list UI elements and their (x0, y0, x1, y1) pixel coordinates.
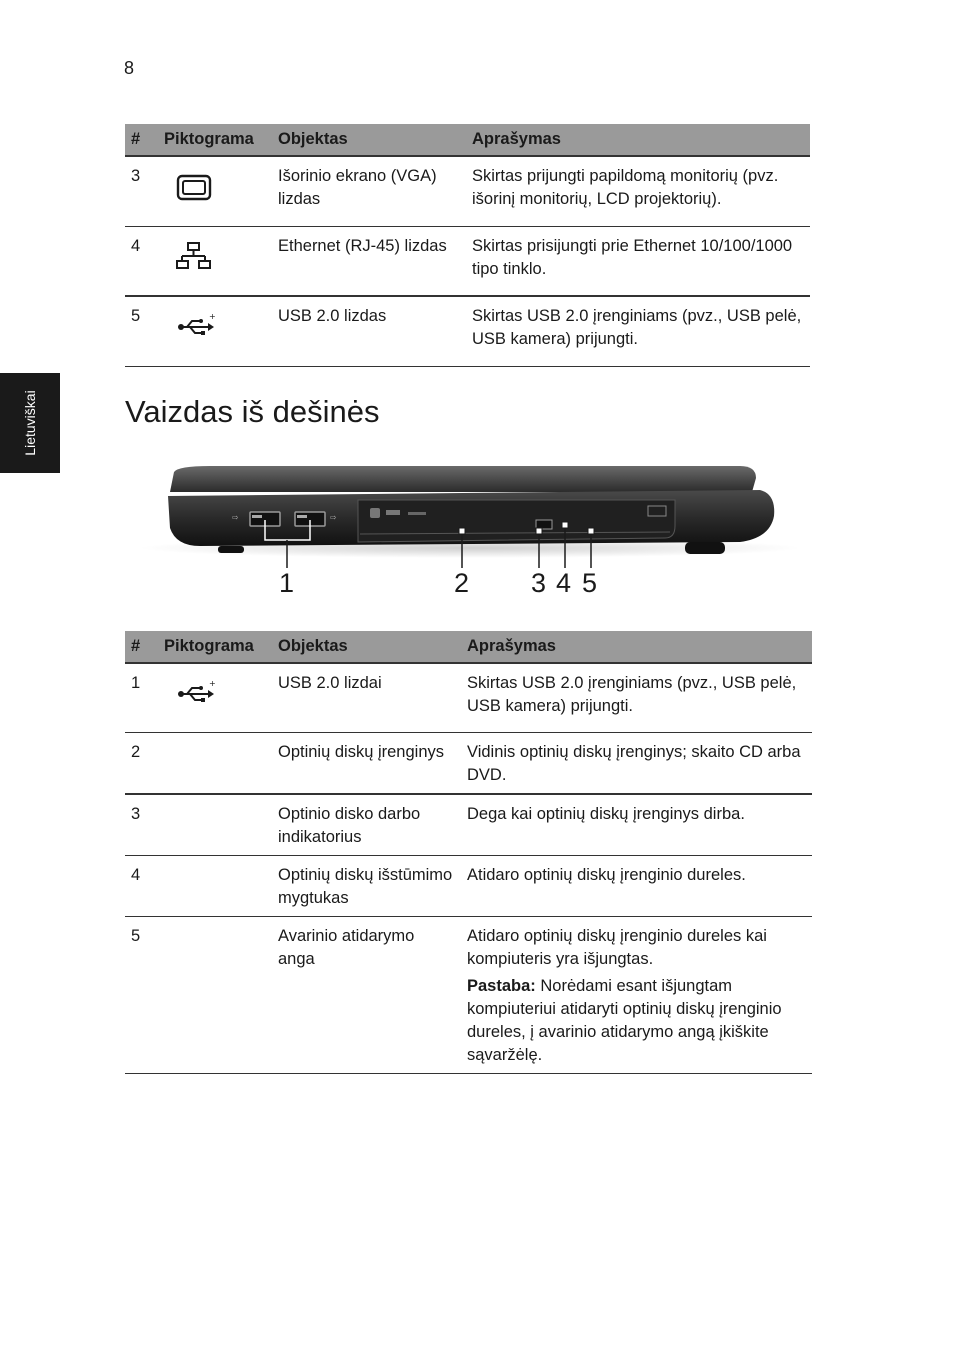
header-object: Objektas (272, 124, 466, 156)
row-description: Vidinis optinių diskų įrenginys; skaito CD arba DVD. (461, 732, 812, 794)
row-description: Skirtas USB 2.0 įrenginiams (pvz., USB pelė, USB kamera) prijungti. (466, 296, 810, 366)
header-object: Objektas (272, 631, 461, 663)
row-description: Atidaro optinių diskų įrenginio dureles kai kompiuteris yra išjungtas. (467, 926, 767, 968)
usb-icon (164, 309, 224, 339)
note-label: Pastaba: (467, 976, 536, 995)
note (467, 975, 806, 1067)
svg-text:⇨: ⇨ (232, 513, 239, 522)
ports-table-right (125, 631, 812, 1074)
svg-text:+: + (209, 312, 216, 321)
header-description: Aprašymas (466, 124, 810, 156)
callout-2: 2 (454, 568, 470, 598)
table-row (125, 732, 812, 794)
note-text: Norėdami esant išjungtam kompiuteriui atidaryti optinių diskų įrenginio dureles, į avarinio atidarymo angą įkiškite sąvaržėlę. (467, 976, 782, 1064)
row-number: 2 (125, 732, 158, 794)
table-row (125, 663, 812, 732)
row-object: Ethernet (RJ-45) lizdas (272, 226, 466, 296)
row-number: 5 (125, 296, 158, 366)
table-row (125, 226, 810, 296)
table-row (125, 296, 810, 366)
row-object: Avarinio atidarymo anga (272, 916, 461, 1073)
row-object: Optinių diskų išstūmimo mygtukas (272, 855, 461, 916)
table-header-row (125, 631, 812, 663)
header-icon: Piktograma (158, 631, 272, 663)
section-title: Vaizdas iš dešinės (125, 394, 380, 429)
row-object: Išorinio ekrano (VGA) lizdas (272, 156, 466, 226)
row-object: USB 2.0 lizdas (272, 296, 466, 366)
svg-text:+: + (209, 679, 216, 688)
table-row (125, 794, 812, 856)
header-icon: Piktograma (158, 124, 272, 156)
row-number: 5 (125, 916, 158, 1073)
header-number: # (125, 631, 158, 663)
laptop-right-side-image (140, 458, 800, 608)
callout-1: 1 (279, 568, 295, 598)
row-object: USB 2.0 lizdai (272, 663, 461, 732)
row-description: Dega kai optinių diskų įrenginys dirba. (461, 794, 812, 856)
callout-5: 5 (582, 568, 598, 598)
language-label: Lietuviškai (22, 390, 38, 456)
row-description: Skirtas prisijungti prie Ethernet 10/100/1000 tipo tinklo. (466, 226, 810, 296)
row-number: 4 (125, 855, 158, 916)
row-number: 1 (125, 663, 158, 732)
vga-monitor-icon (164, 169, 224, 201)
header-description: Aprašymas (461, 631, 812, 663)
table-row (125, 916, 812, 1073)
row-number: 3 (125, 156, 158, 226)
ports-table-left (125, 124, 810, 367)
callout-4: 4 (556, 568, 572, 598)
row-object: Optinio disko darbo indikatorius (272, 794, 461, 856)
table-header-row (125, 124, 810, 156)
header-number: # (125, 124, 158, 156)
row-number: 4 (125, 226, 158, 296)
row-description: Atidaro optinių diskų įrenginio dureles. (461, 855, 812, 916)
row-object: Optinių diskų įrenginys (272, 732, 461, 794)
callout-3: 3 (531, 568, 547, 598)
usb-icon (164, 676, 224, 706)
table-row (125, 156, 810, 226)
row-description: Skirtas USB 2.0 įrenginiams (pvz., USB pelė, USB kamera) prijungti. (461, 663, 812, 732)
language-side-tab (0, 373, 60, 473)
row-number: 3 (125, 794, 158, 856)
table-row (125, 855, 812, 916)
svg-text:⇨: ⇨ (330, 513, 337, 522)
ethernet-network-icon (164, 239, 224, 273)
row-description: Skirtas prijungti papildomą monitorių (pvz. išorinį monitorių, LCD projektorių). (466, 156, 810, 226)
page-number: 8 (124, 58, 135, 78)
